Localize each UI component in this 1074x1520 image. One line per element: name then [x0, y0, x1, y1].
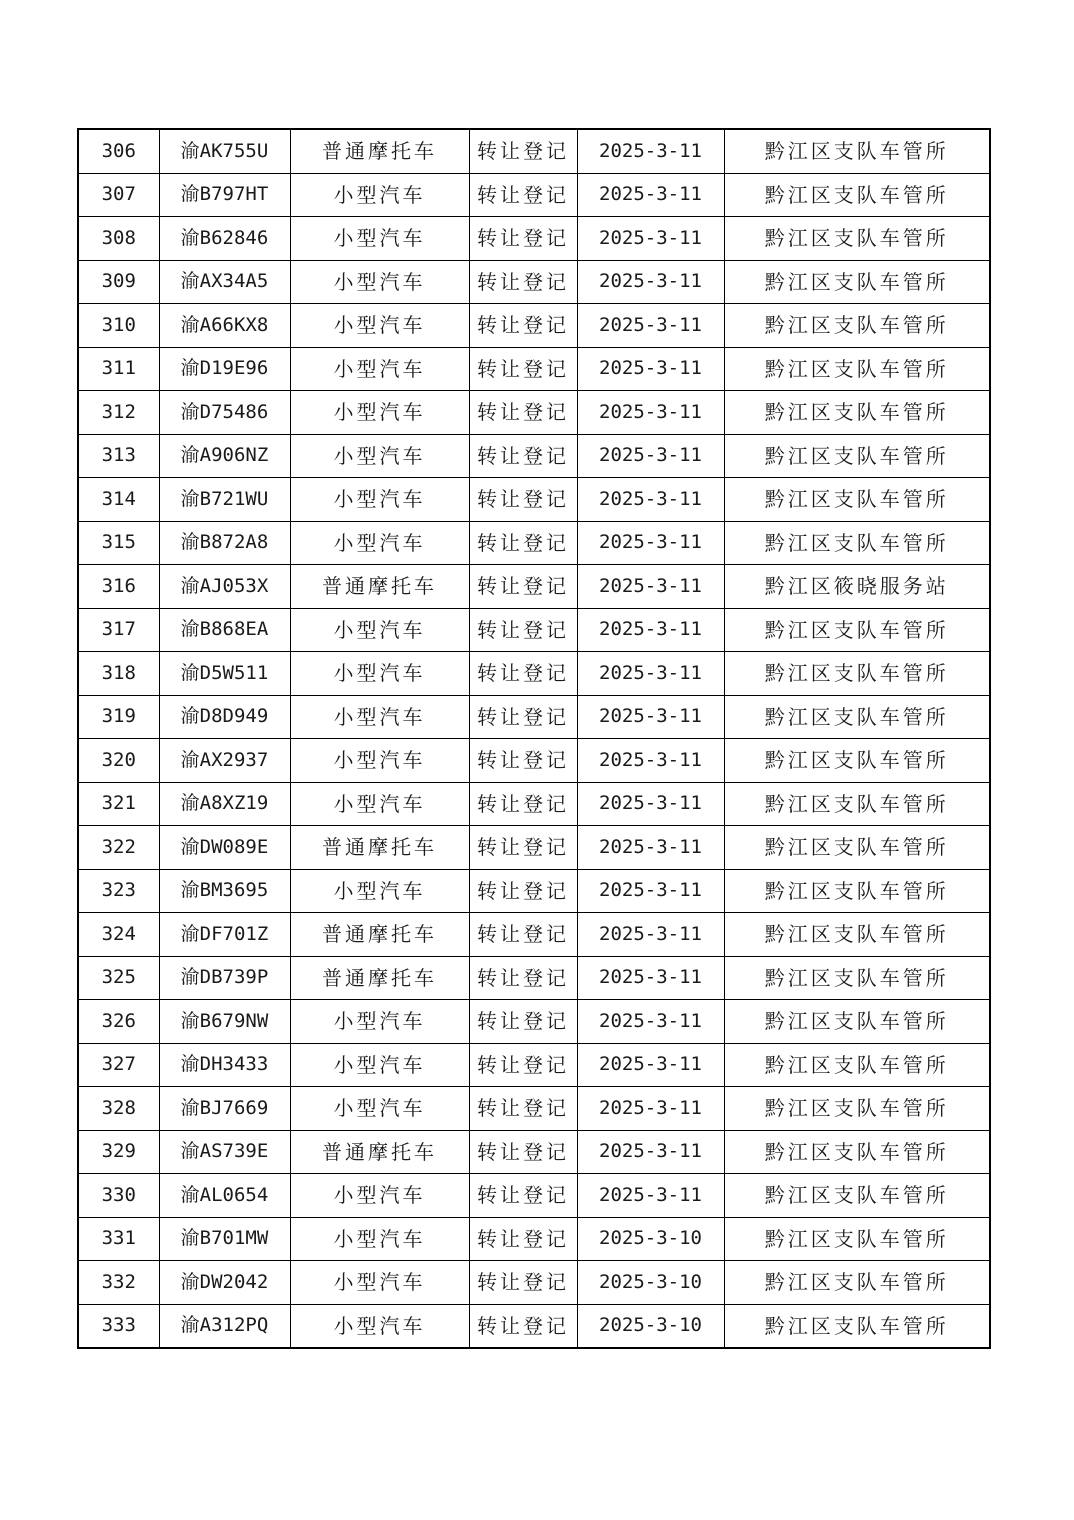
- vehicle-type-cell: 普通摩托车: [290, 913, 469, 957]
- vehicle-type-cell: 小型汽车: [290, 347, 469, 391]
- vehicle-type-cell: 小型汽车: [290, 1043, 469, 1087]
- vehicle-type-cell: 小型汽车: [290, 478, 469, 522]
- table-row: [78, 1217, 990, 1261]
- plate-number-cell: 渝B679NW: [159, 1000, 290, 1044]
- vehicle-type-cell: 小型汽车: [290, 739, 469, 783]
- table-row: [78, 1261, 990, 1305]
- table-row: [78, 1130, 990, 1174]
- office-cell: 黔江区支队车管所: [724, 1261, 990, 1305]
- row-number-cell: 308: [78, 217, 159, 261]
- table-row: [78, 565, 990, 609]
- table-row: [78, 695, 990, 739]
- date-cell: 2025-3-11: [577, 129, 724, 173]
- table-row: [78, 173, 990, 217]
- date-cell: 2025-3-11: [577, 913, 724, 957]
- date-cell: 2025-3-11: [577, 1130, 724, 1174]
- plate-number-cell: 渝AX2937: [159, 739, 290, 783]
- table-row: [78, 129, 990, 173]
- vehicle-type-cell: 小型汽车: [290, 1087, 469, 1131]
- table-row: [78, 739, 990, 783]
- row-number-cell: 306: [78, 129, 159, 173]
- office-cell: 黔江区支队车管所: [724, 260, 990, 304]
- row-number-cell: 332: [78, 1261, 159, 1305]
- plate-number-cell: 渝B872A8: [159, 521, 290, 565]
- office-cell: 黔江区支队车管所: [724, 391, 990, 435]
- table-row: [78, 1304, 990, 1348]
- table-row: [78, 826, 990, 870]
- plate-number-cell: 渝A906NZ: [159, 434, 290, 478]
- vehicle-type-cell: 小型汽车: [290, 1217, 469, 1261]
- row-number-cell: 330: [78, 1174, 159, 1218]
- table-row: [78, 304, 990, 348]
- row-number-cell: 314: [78, 478, 159, 522]
- business-type-cell: 转让登记: [469, 1304, 577, 1348]
- date-cell: 2025-3-11: [577, 956, 724, 1000]
- table-row: [78, 391, 990, 435]
- date-cell: 2025-3-11: [577, 217, 724, 261]
- vehicle-type-cell: 小型汽车: [290, 391, 469, 435]
- business-type-cell: 转让登记: [469, 1000, 577, 1044]
- vehicle-type-cell: 普通摩托车: [290, 1130, 469, 1174]
- plate-number-cell: 渝B62846: [159, 217, 290, 261]
- business-type-cell: 转让登记: [469, 129, 577, 173]
- row-number-cell: 319: [78, 695, 159, 739]
- date-cell: 2025-3-11: [577, 565, 724, 609]
- office-cell: 黔江区支队车管所: [724, 913, 990, 957]
- date-cell: 2025-3-11: [577, 739, 724, 783]
- row-number-cell: 328: [78, 1087, 159, 1131]
- office-cell: 黔江区支队车管所: [724, 608, 990, 652]
- office-cell: 黔江区支队车管所: [724, 1130, 990, 1174]
- office-cell: 黔江区支队车管所: [724, 1217, 990, 1261]
- table-row: [78, 260, 990, 304]
- row-number-cell: 310: [78, 304, 159, 348]
- office-cell: 黔江区支队车管所: [724, 434, 990, 478]
- date-cell: 2025-3-11: [577, 304, 724, 348]
- plate-number-cell: 渝AJ053X: [159, 565, 290, 609]
- date-cell: 2025-3-11: [577, 608, 724, 652]
- row-number-cell: 329: [78, 1130, 159, 1174]
- date-cell: 2025-3-11: [577, 782, 724, 826]
- business-type-cell: 转让登记: [469, 652, 577, 696]
- business-type-cell: 转让登记: [469, 1043, 577, 1087]
- row-number-cell: 316: [78, 565, 159, 609]
- plate-number-cell: 渝B868EA: [159, 608, 290, 652]
- vehicle-type-cell: 小型汽车: [290, 434, 469, 478]
- row-number-cell: 325: [78, 956, 159, 1000]
- office-cell: 黔江区支队车管所: [724, 1304, 990, 1348]
- date-cell: 2025-3-11: [577, 391, 724, 435]
- date-cell: 2025-3-11: [577, 521, 724, 565]
- vehicle-type-cell: 普通摩托车: [290, 129, 469, 173]
- business-type-cell: 转让登记: [469, 347, 577, 391]
- row-number-cell: 331: [78, 1217, 159, 1261]
- vehicle-registration-table: [77, 128, 991, 1349]
- row-number-cell: 326: [78, 1000, 159, 1044]
- office-cell: 黔江区支队车管所: [724, 1087, 990, 1131]
- row-number-cell: 313: [78, 434, 159, 478]
- office-cell: 黔江区支队车管所: [724, 826, 990, 870]
- date-cell: 2025-3-11: [577, 478, 724, 522]
- plate-number-cell: 渝AX34A5: [159, 260, 290, 304]
- plate-number-cell: 渝D8D949: [159, 695, 290, 739]
- table-row: [78, 521, 990, 565]
- row-number-cell: 317: [78, 608, 159, 652]
- row-number-cell: 315: [78, 521, 159, 565]
- business-type-cell: 转让登记: [469, 434, 577, 478]
- business-type-cell: 转让登记: [469, 1174, 577, 1218]
- office-cell: 黔江区支队车管所: [724, 173, 990, 217]
- office-cell: 黔江区支队车管所: [724, 478, 990, 522]
- plate-number-cell: 渝DW089E: [159, 826, 290, 870]
- business-type-cell: 转让登记: [469, 695, 577, 739]
- date-cell: 2025-3-10: [577, 1304, 724, 1348]
- business-type-cell: 转让登记: [469, 1261, 577, 1305]
- business-type-cell: 转让登记: [469, 782, 577, 826]
- vehicle-type-cell: 普通摩托车: [290, 956, 469, 1000]
- date-cell: 2025-3-11: [577, 1174, 724, 1218]
- plate-number-cell: 渝A8XZ19: [159, 782, 290, 826]
- business-type-cell: 转让登记: [469, 913, 577, 957]
- office-cell: 黔江区支队车管所: [724, 129, 990, 173]
- vehicle-type-cell: 普通摩托车: [290, 565, 469, 609]
- business-type-cell: 转让登记: [469, 565, 577, 609]
- date-cell: 2025-3-11: [577, 1043, 724, 1087]
- table-row: [78, 434, 990, 478]
- vehicle-type-cell: 小型汽车: [290, 1174, 469, 1218]
- business-type-cell: 转让登记: [469, 739, 577, 783]
- business-type-cell: 转让登记: [469, 1217, 577, 1261]
- vehicle-type-cell: 小型汽车: [290, 260, 469, 304]
- date-cell: 2025-3-11: [577, 260, 724, 304]
- plate-number-cell: 渝BJ7669: [159, 1087, 290, 1131]
- row-number-cell: 311: [78, 347, 159, 391]
- plate-number-cell: 渝D19E96: [159, 347, 290, 391]
- plate-number-cell: 渝B721WU: [159, 478, 290, 522]
- date-cell: 2025-3-11: [577, 1087, 724, 1131]
- business-type-cell: 转让登记: [469, 608, 577, 652]
- plate-number-cell: 渝DH3433: [159, 1043, 290, 1087]
- table-row: [78, 782, 990, 826]
- row-number-cell: 327: [78, 1043, 159, 1087]
- business-type-cell: 转让登记: [469, 826, 577, 870]
- business-type-cell: 转让登记: [469, 869, 577, 913]
- business-type-cell: 转让登记: [469, 478, 577, 522]
- office-cell: 黔江区支队车管所: [724, 956, 990, 1000]
- vehicle-type-cell: 小型汽车: [290, 1000, 469, 1044]
- row-number-cell: 324: [78, 913, 159, 957]
- date-cell: 2025-3-11: [577, 652, 724, 696]
- table-row: [78, 608, 990, 652]
- vehicle-type-cell: 小型汽车: [290, 304, 469, 348]
- table-row: [78, 1000, 990, 1044]
- row-number-cell: 309: [78, 260, 159, 304]
- plate-number-cell: 渝DB739P: [159, 956, 290, 1000]
- table-body: [78, 129, 990, 1348]
- row-number-cell: 307: [78, 173, 159, 217]
- business-type-cell: 转让登记: [469, 217, 577, 261]
- date-cell: 2025-3-11: [577, 826, 724, 870]
- office-cell: 黔江区支队车管所: [724, 217, 990, 261]
- table-row: [78, 869, 990, 913]
- table-row: [78, 652, 990, 696]
- table-row: [78, 913, 990, 957]
- business-type-cell: 转让登记: [469, 1087, 577, 1131]
- row-number-cell: 323: [78, 869, 159, 913]
- office-cell: 黔江区支队车管所: [724, 1043, 990, 1087]
- vehicle-type-cell: 小型汽车: [290, 521, 469, 565]
- row-number-cell: 318: [78, 652, 159, 696]
- date-cell: 2025-3-11: [577, 869, 724, 913]
- office-cell: 黔江区支队车管所: [724, 869, 990, 913]
- plate-number-cell: 渝DF701Z: [159, 913, 290, 957]
- business-type-cell: 转让登记: [469, 1130, 577, 1174]
- row-number-cell: 312: [78, 391, 159, 435]
- vehicle-type-cell: 小型汽车: [290, 217, 469, 261]
- vehicle-type-cell: 小型汽车: [290, 1261, 469, 1305]
- vehicle-type-cell: 小型汽车: [290, 173, 469, 217]
- business-type-cell: 转让登记: [469, 521, 577, 565]
- office-cell: 黔江区支队车管所: [724, 1000, 990, 1044]
- office-cell: 黔江区支队车管所: [724, 695, 990, 739]
- plate-number-cell: 渝DW2042: [159, 1261, 290, 1305]
- row-number-cell: 320: [78, 739, 159, 783]
- table-row: [78, 478, 990, 522]
- vehicle-type-cell: 小型汽车: [290, 608, 469, 652]
- date-cell: 2025-3-11: [577, 434, 724, 478]
- table-row: [78, 347, 990, 391]
- date-cell: 2025-3-10: [577, 1217, 724, 1261]
- plate-number-cell: 渝D5W511: [159, 652, 290, 696]
- office-cell: 黔江区支队车管所: [724, 782, 990, 826]
- row-number-cell: 333: [78, 1304, 159, 1348]
- table-row: [78, 1087, 990, 1131]
- table-row: [78, 1174, 990, 1218]
- date-cell: 2025-3-11: [577, 695, 724, 739]
- plate-number-cell: 渝AL0654: [159, 1174, 290, 1218]
- business-type-cell: 转让登记: [469, 173, 577, 217]
- office-cell: 黔江区支队车管所: [724, 521, 990, 565]
- vehicle-type-cell: 小型汽车: [290, 869, 469, 913]
- plate-number-cell: 渝AK755U: [159, 129, 290, 173]
- office-cell: 黔江区支队车管所: [724, 347, 990, 391]
- plate-number-cell: 渝B701MW: [159, 1217, 290, 1261]
- table-row: [78, 1043, 990, 1087]
- table-row: [78, 956, 990, 1000]
- business-type-cell: 转让登记: [469, 391, 577, 435]
- office-cell: 黔江区支队车管所: [724, 739, 990, 783]
- plate-number-cell: 渝D75486: [159, 391, 290, 435]
- vehicle-type-cell: 普通摩托车: [290, 826, 469, 870]
- plate-number-cell: 渝A312PQ: [159, 1304, 290, 1348]
- vehicle-type-cell: 小型汽车: [290, 1304, 469, 1348]
- date-cell: 2025-3-10: [577, 1261, 724, 1305]
- plate-number-cell: 渝BM3695: [159, 869, 290, 913]
- vehicle-type-cell: 小型汽车: [290, 652, 469, 696]
- office-cell: 黔江区支队车管所: [724, 1174, 990, 1218]
- date-cell: 2025-3-11: [577, 173, 724, 217]
- date-cell: 2025-3-11: [577, 1000, 724, 1044]
- office-cell: 黔江区筱晓服务站: [724, 565, 990, 609]
- row-number-cell: 321: [78, 782, 159, 826]
- date-cell: 2025-3-11: [577, 347, 724, 391]
- table-row: [78, 217, 990, 261]
- office-cell: 黔江区支队车管所: [724, 304, 990, 348]
- business-type-cell: 转让登记: [469, 260, 577, 304]
- business-type-cell: 转让登记: [469, 304, 577, 348]
- vehicle-type-cell: 小型汽车: [290, 782, 469, 826]
- row-number-cell: 322: [78, 826, 159, 870]
- business-type-cell: 转让登记: [469, 956, 577, 1000]
- office-cell: 黔江区支队车管所: [724, 652, 990, 696]
- plate-number-cell: 渝A66KX8: [159, 304, 290, 348]
- vehicle-type-cell: 小型汽车: [290, 695, 469, 739]
- plate-number-cell: 渝AS739E: [159, 1130, 290, 1174]
- plate-number-cell: 渝B797HT: [159, 173, 290, 217]
